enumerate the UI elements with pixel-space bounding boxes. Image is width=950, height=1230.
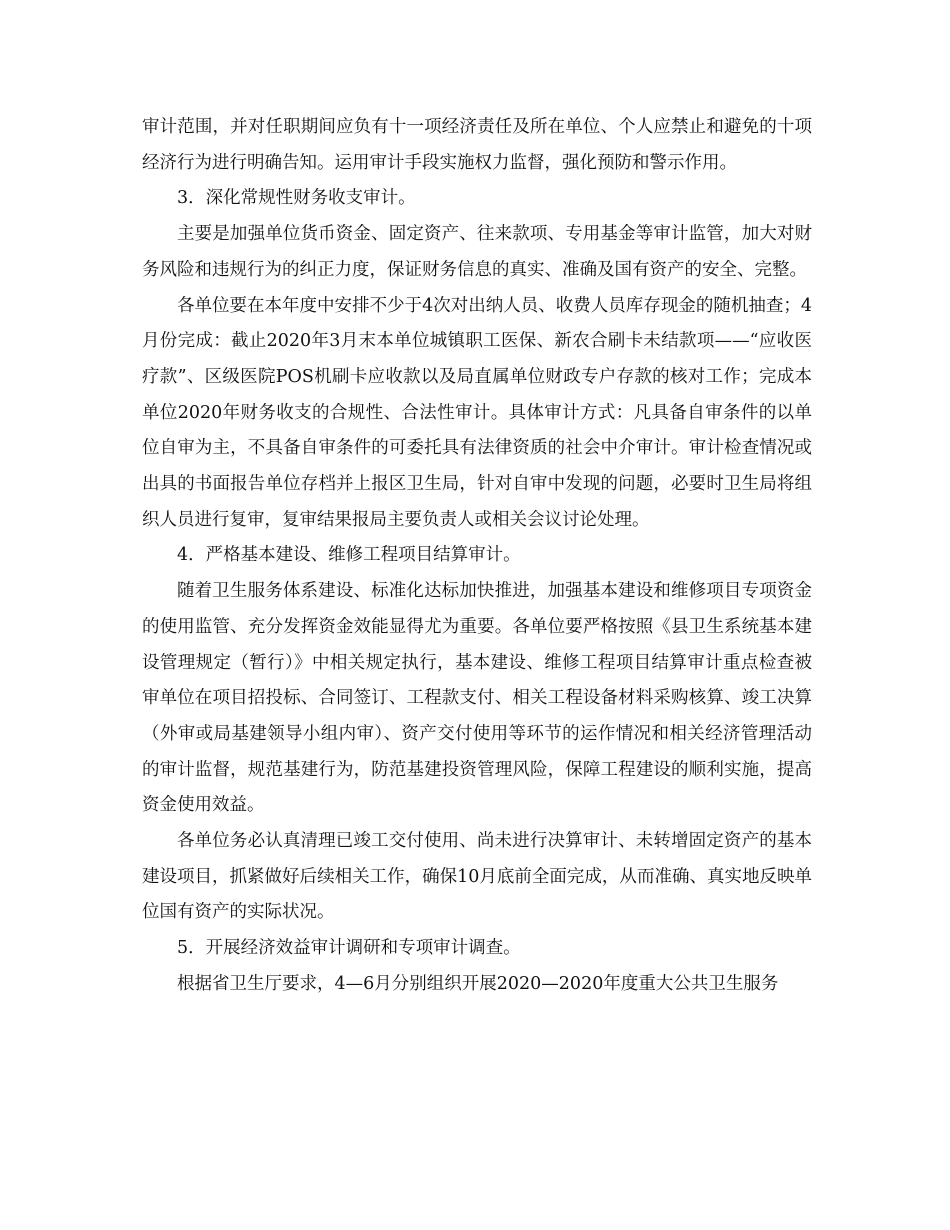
paragraph-construction-audit: 随着卫生服务体系建设、标准化达标加快推进，加强基本建设和维修项目专项资金的使用监管、充分发挥资金效能显得尤为重要。各单位要严格按照《县卫生系统基本建设管理规定（暂行）》中相关规定执行，基本建设、维修工程项目结算审计重点检查被审单位在项目招投标、合同签订、工程款支付、相关工程设备材料采购核算、竣工决算（外审或局基建领导小组内审）、资产交付使用等环节的运作情况和相关经济管理活动的审计监督，规范基建行为，防范基建投资管理风险，保障工程建设的顺利实施，提高资金使用效益。 <box>142 581 812 816</box>
paragraph-provincial-requirement: 根据省卫生厅要求，4—6月分别组织开展2020—2020年度重大公共卫生服务 <box>177 973 779 994</box>
heading-item-5: 5．开展经济效益审计调研和专项审计调查。 <box>177 938 521 959</box>
paragraph-cash-spot-check: 各单位要在本年度中安排不少于4次对出纳人员、收费人员库存现金的随机抽查；4月份完成：截止2020年3月末本单位城镇职工医保、新农合刷卡未结款项——“应收医疗款”、区级医院POS机刷卡应收款以及局直属单位财政专户存款的核对工作；完成本单位2020年财务收支的合规性、合法性审计。具体审计方式：凡具备自审条件的以单位自审为主，不具备自审条件的可委托具有法律资质的社会中介审计。审计检查情况或出具的书面报告单位存档并上报区卫生局，针对自审中发现的问题，必要时卫生局将组织人员进行复审，复审结果报局主要负责人或相关会议讨论处理。 <box>142 295 812 530</box>
paragraph-financial-audit-main: 主要是加强单位货币资金、固定资产、往来款项、专用基金等审计监管，加大对财务风险和违规行为的纠正力度，保证财务信息的真实、准确及国有资产的安全、完整。 <box>142 224 812 280</box>
paragraph-project-cleanup: 各单位务必认真清理已竣工交付使用、尚未进行决算审计、未转增固定资产的基本建设项目，抓紧做好后续相关工作，确保10月底前全面完成，从而准确、真实地反映单位国有资产的实际状况。 <box>142 831 812 923</box>
document-body <box>142 110 812 1003</box>
paragraph-continued-audit-scope: 审计范围，并对任职期间应负有十一项经济责任及所在单位、个人应禁止和避免的十项经济行为进行明确告知。运用审计手段实施权力监督，强化预防和警示作用。 <box>142 117 812 173</box>
heading-item-3: 3．深化常规性财务收支审计。 <box>177 188 416 209</box>
heading-item-4: 4．严格基本建设、维修工程项目结算审计。 <box>177 545 521 566</box>
